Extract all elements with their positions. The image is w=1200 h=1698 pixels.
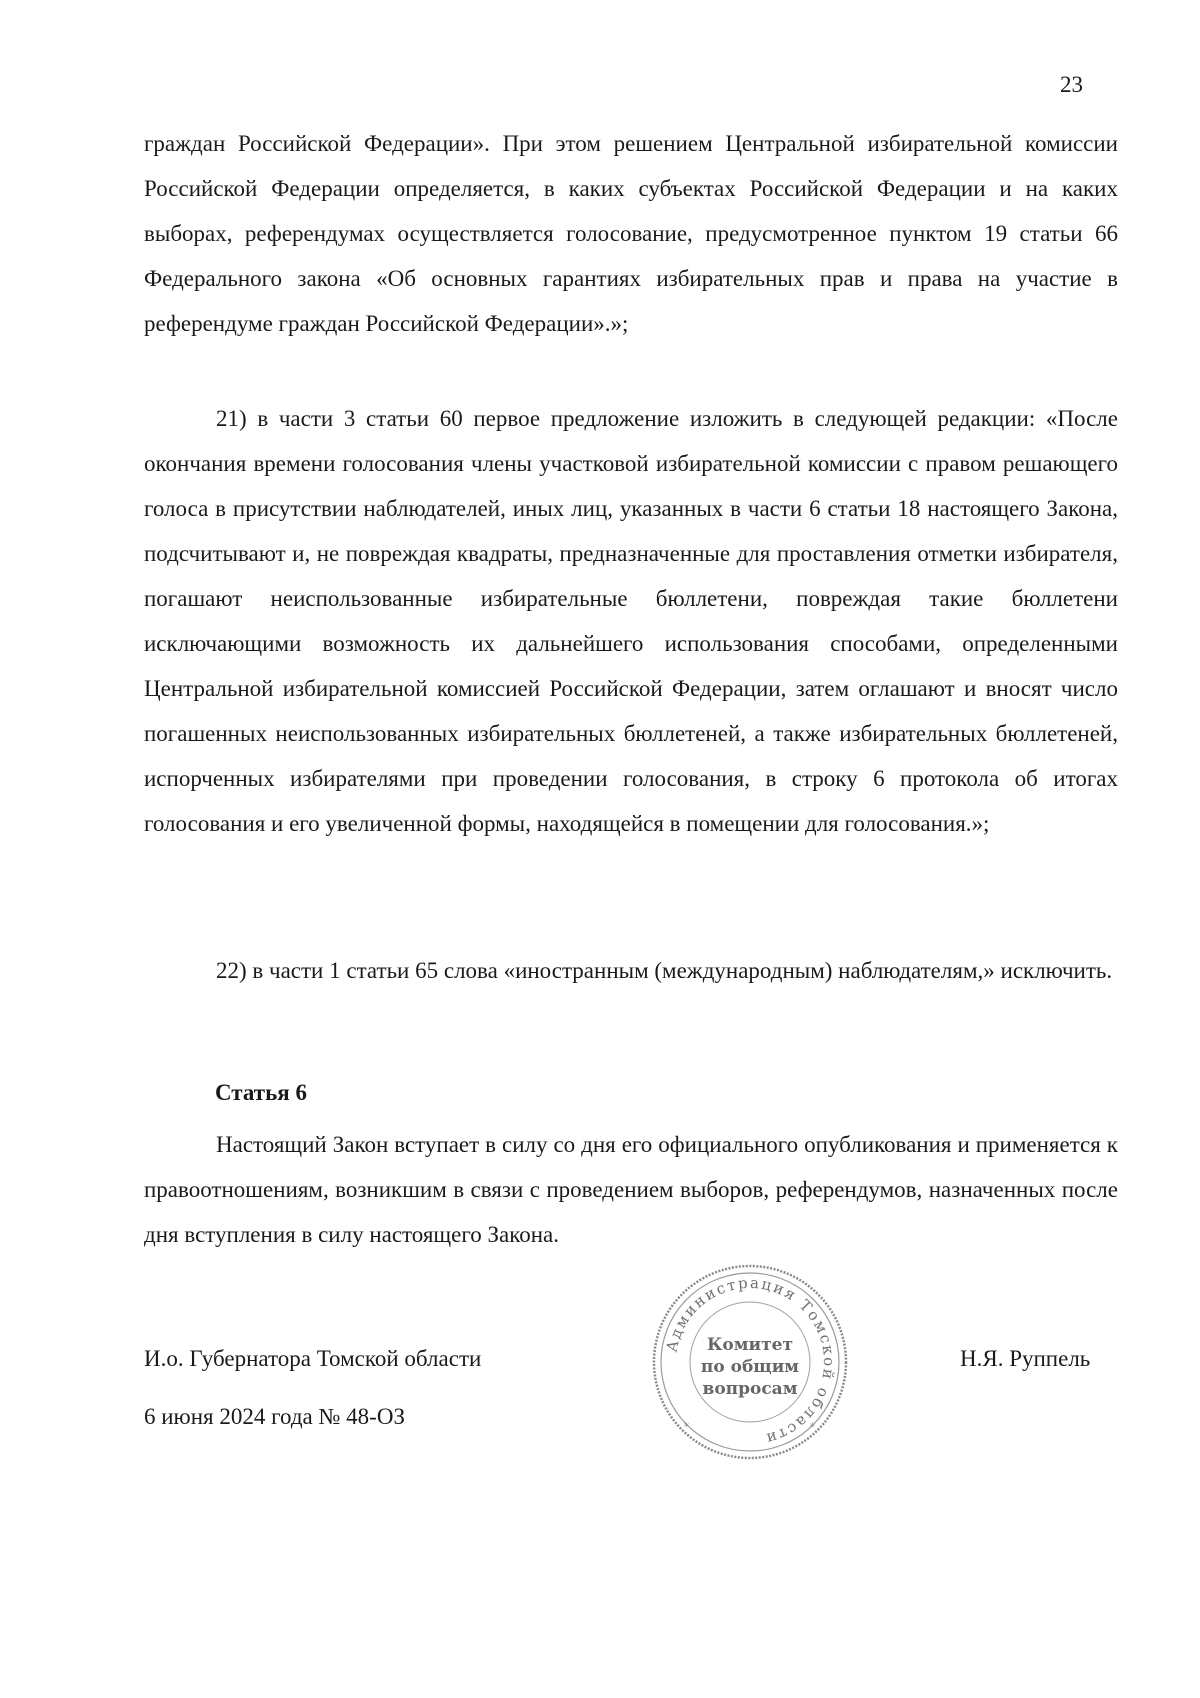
paragraph-item-22 [144,948,1118,993]
seal-line-3: вопросам [702,1379,798,1399]
paragraph-text: граждан Российской Федерации». При этом решением Центральной избирательной комиссии Российской Федерации определяется, в каких субъектах Российской Федерации и на каких выборах, референдумах осуществляется голосование, предусмотренное пунктом 19 статьи 66 Федерального закона «Об основных гарантиях избирательных прав и права на участие в референдуме граждан Российской Федерации».»; [144,131,1118,336]
law-date-number: 6 июня 2024 года № 48-ОЗ [144,1404,405,1429]
paragraph-text: Настоящий Закон вступает в силу со дня его официального опубликования и применяется к правоотношениям, возникшим в связи с проведением выборов, референдумов, назначенных после дня вступления в силу настоящего Закона. [144,1132,1118,1247]
seal-ring-text: Администрация Томской области [662,1273,839,1449]
paragraph-text: 21) в части 3 статьи 60 первое предложение изложить в следующей редакции: «После окончания времени голосования члены участковой избирательной комиссии с правом решающего голоса в присутствии наблюдателей, иных лиц, указанных в части 6 статьи 18 настоящего Закона, подсчитывают и, не повреждая квадраты, предназначенные для проставления отметки избирателя, погашают неиспользованные избирательные бюллетени, повреждая такие бюллетени исключающими возможность их дальнейшего использования способами, определенными Центральной избирательной комиссией Российской Федерации, затем оглашают и вносят число погашенных неиспользованных избирательных бюллетеней, а также избирательных бюллетеней, испорченных избирателями при проведении голосования, в строку 6 протокола об итогах голосования и его увеличенной формы, находящейся в помещении для голосования.»; [144,406,1118,836]
paragraph-continuation [144,121,1118,346]
signer-title: И.о. Губернатора Томской области [144,1346,482,1371]
paragraph-item-21 [144,396,1118,846]
svg-text:*: * [810,1422,815,1433]
seal-stamp-icon [650,1262,850,1462]
page-number: 23 [1060,72,1083,97]
signer-name: Н.Я. Руппель [960,1346,1091,1371]
svg-text:*: * [684,1422,689,1433]
seal-line-1: Комитет [706,1335,794,1355]
official-seal [650,1262,850,1462]
article-body [144,1122,1118,1257]
article-heading: Статья 6 [215,1080,307,1105]
paragraph-text: 22) в части 1 статьи 65 слова «иностранным (международным) наблюдателям,» исключить. [216,958,1113,983]
seal-line-2: по общим [700,1357,800,1377]
